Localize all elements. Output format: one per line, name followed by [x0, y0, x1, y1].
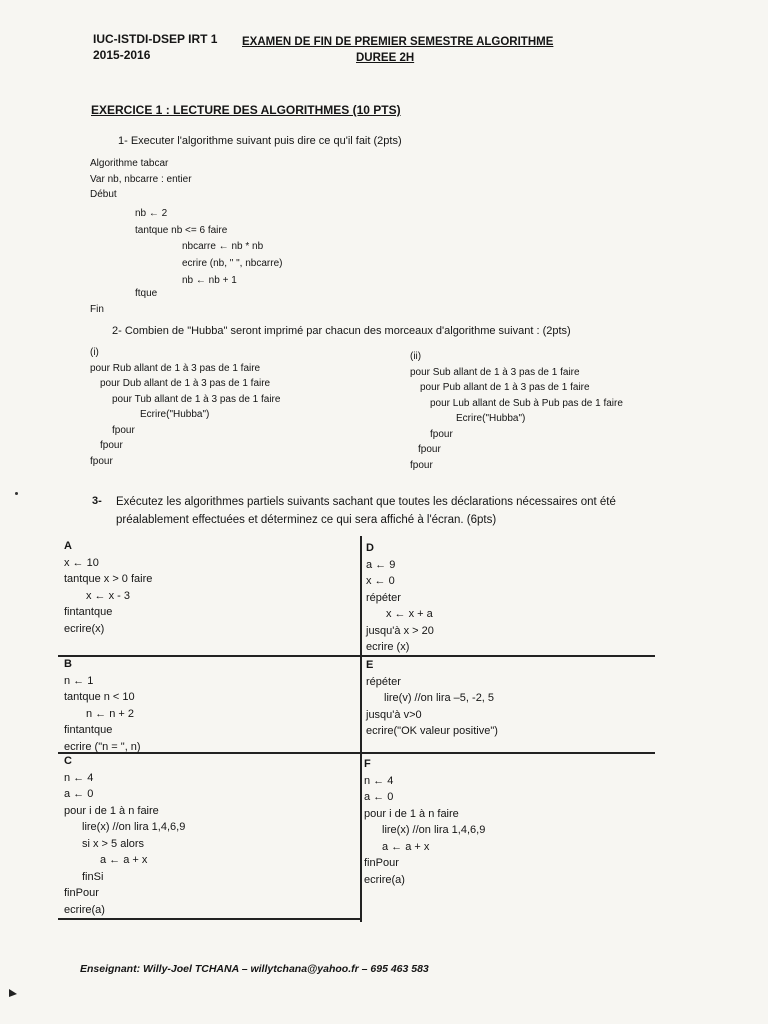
code-line: fpour — [410, 459, 433, 471]
code-line: Début — [90, 189, 117, 200]
code-line: jusqu'à x > 20 — [366, 624, 434, 637]
code-line: lire(x) //on lira 1,4,6,9 — [82, 821, 186, 833]
code-line: nb ← nb + 1 — [182, 275, 237, 286]
code-line: ecrire (nb, " ", nbcarre) — [182, 258, 283, 269]
code-line: pour Rub allant de 1 à 3 pas de 1 faire — [90, 362, 261, 374]
code-line: tantque x > 0 faire — [64, 573, 153, 585]
code-line: a ← 0 — [64, 788, 94, 800]
code-line: nb ← 2 — [135, 208, 168, 219]
code-line: lire(v) //on lira –5, -2, 5 — [384, 692, 495, 704]
code-line: fpour — [418, 444, 441, 455]
code-line: n ← 4 — [64, 771, 94, 784]
code-line: ecrire ("n = ", n) — [64, 740, 141, 753]
code-line: finSi — [82, 870, 104, 883]
code-line: répéter — [366, 591, 401, 604]
code-line: Ecrire("Hubba") — [456, 413, 526, 424]
block-c — [64, 753, 185, 918]
question-1-label: 1- Executer l'algorithme suivant puis dire ce qu'il fait (2pts) — [118, 135, 402, 147]
code-line: a ← 9 — [366, 558, 396, 571]
code-line: lire(x) //on lira 1,4,6,9 — [382, 824, 486, 836]
code-line: nbcarre ← nb * nb — [182, 241, 264, 252]
code-line: tantque n < 10 — [64, 691, 135, 703]
code-line: Fin — [90, 304, 104, 315]
scan-mark — [15, 492, 18, 495]
code-line: pour i de 1 à n faire — [64, 804, 159, 817]
exercise-title: EXERCICE 1 : LECTURE DES ALGORITHMES (10 PTS) — [91, 103, 401, 117]
question-2-label: 2- Combien de "Hubba" seront imprimé par chacun des morceaux d'algorithme suivant : (2pts) — [112, 325, 571, 337]
code-line: jusqu'à v>0 — [366, 708, 422, 721]
part-tag: (ii) — [410, 351, 422, 362]
code-line: pour Lub allant de Sub à Pub pas de 1 faire — [430, 397, 623, 409]
question-1-body — [135, 205, 227, 239]
code-line: pour Tub allant de 1 à 3 pas de 1 faire — [112, 393, 281, 405]
code-line: n ← 4 — [364, 774, 394, 787]
question-1-code — [90, 156, 192, 203]
block-f — [364, 756, 485, 888]
question-3-label-line1: Exécutez les algorithmes partiels suivants sachant que toutes les déclarations nécessaires ont été — [116, 496, 616, 508]
institution: IUC-ISTDI-DSEP IRT 1 — [93, 32, 218, 46]
code-line: ecrire (x) — [366, 641, 410, 653]
code-line: a ← 0 — [364, 791, 394, 803]
exam-title: EXAMEN DE FIN DE PREMIER SEMESTRE ALGORITHME — [242, 36, 554, 48]
block-a — [64, 538, 152, 637]
block-label: A — [64, 540, 72, 552]
code-line: x ← 0 — [366, 575, 395, 587]
code-line: ecrire("OK valeur positive") — [366, 725, 498, 737]
code-line: pour i de 1 à n faire — [364, 807, 459, 820]
table-row-divider — [58, 655, 655, 657]
code-line: a ← a + x — [382, 840, 430, 853]
code-line: ecrire(a) — [64, 903, 105, 916]
code-line: fpour — [430, 428, 453, 440]
code-line: pour Sub allant de 1 à 3 pas de 1 faire — [410, 366, 580, 378]
block-label: C — [64, 755, 72, 767]
code-line: fpour — [100, 440, 123, 451]
code-line: Algorithme tabcar — [90, 158, 169, 169]
block-label: E — [366, 659, 374, 671]
question-3-number: 3- — [92, 495, 102, 507]
question-1-loop-body — [182, 238, 282, 289]
question-3-label-line2: préalablement effectuées et déterminez ce qui sera affiché à l'écran. (6pts) — [116, 514, 497, 526]
code-line: finPour — [64, 887, 99, 899]
code-line: ftque — [135, 288, 158, 299]
code-line: tantque nb <= 6 faire — [135, 225, 228, 236]
part-tag: (i) — [90, 347, 99, 358]
block-label: B — [64, 658, 72, 670]
block-label: D — [366, 542, 374, 554]
code-line: x ← 10 — [64, 556, 99, 569]
code-line: n ← n + 2 — [86, 707, 135, 720]
code-line: finPour — [364, 857, 399, 869]
code-line: x ← x - 3 — [86, 589, 131, 602]
code-line: ecrire(x) — [64, 622, 105, 635]
exam-duration: DUREE 2H — [356, 52, 415, 64]
code-line: x ← x + a — [386, 608, 433, 620]
code-line: fintantque — [64, 724, 113, 736]
scan-arrow-icon — [8, 985, 18, 1003]
hubba-part-i — [90, 345, 280, 469]
code-line: a ← a + x — [100, 854, 148, 866]
code-line: n ← 1 — [64, 674, 94, 687]
table-bottom-border — [58, 918, 361, 920]
code-line: Ecrire("Hubba") — [140, 409, 210, 420]
code-line: pour Pub allant de 1 à 3 pas de 1 faire — [420, 382, 590, 393]
block-e — [366, 657, 498, 740]
hubba-part-ii — [410, 349, 623, 473]
table-column-divider — [360, 536, 362, 922]
code-line: si x > 5 alors — [82, 837, 145, 850]
academic-year: 2015-2016 — [93, 48, 151, 62]
code-line: fpour — [90, 455, 113, 467]
code-line: Var nb, nbcarre : entier — [90, 173, 192, 185]
teacher-contact: Enseignant: Willy-Joel TCHANA – willytchana@yahoo.fr – 695 463 583 — [80, 963, 429, 975]
code-line: ecrire(a) — [364, 873, 405, 886]
code-line: pour Dub allant de 1 à 3 pas de 1 faire — [100, 378, 271, 389]
code-line: fpour — [112, 424, 135, 436]
block-b — [64, 656, 141, 755]
block-label: F — [364, 758, 371, 770]
block-d — [366, 540, 434, 656]
code-line: fintantque — [64, 606, 113, 618]
code-line: répéter — [366, 675, 401, 688]
